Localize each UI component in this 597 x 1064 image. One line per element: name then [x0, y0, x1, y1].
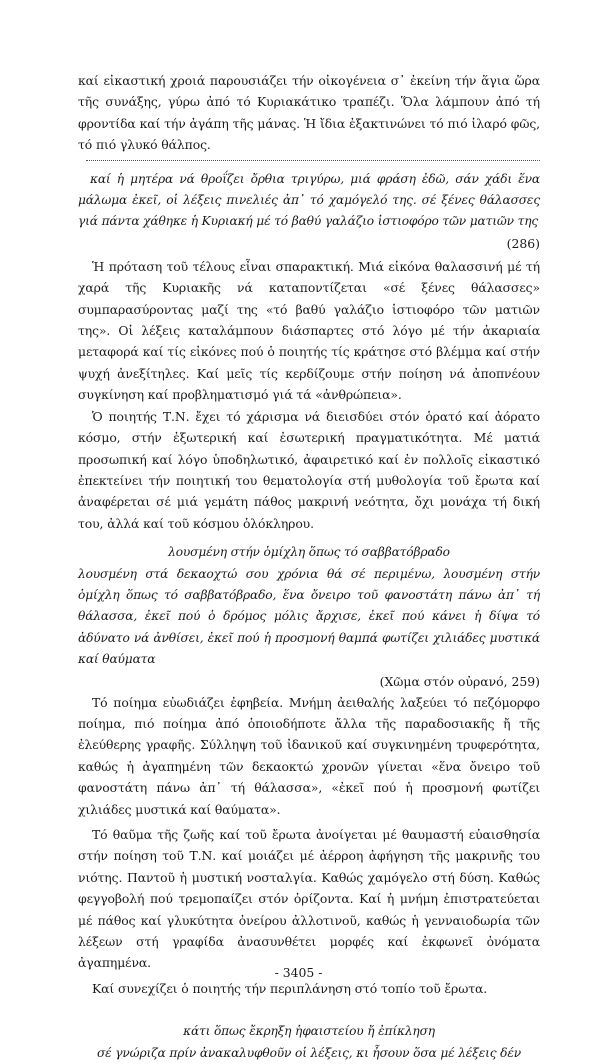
paragraph-4: Τό ποίημα εὐωδιάζει ἐφηβεία. Μνήμη ἀειθαλής λαξεύει τό πεζόμορφο ποίημα, πιό ποίημα ἀπό ὁποιοδήποτε ἄλλα τῆς παραδοσιακῆς ἤ τῆς ἐλεύθερης γραφῆς. Σύλληψη τοῦ ἰδανικοῦ καί συγκινημένη τρυφερότητα, καθώς ἡ ἀγαπημένη τῶν δεκαοκτώ χρονῶν γίνεται «ἕνα ὄνειρο τοῦ φανοστάτη πάνω ἀπ᾽ τή θάλασσα», «ἐκεῖ πού ἡ προσμονή φωτίζει χιλιάδες μυστικά καί θαύματα». — [78, 694, 540, 817]
quote-3-first-line: κάτι ὅπως ἔκρηξη ἡφαιστείου ἤ ἐπίκληση — [183, 1024, 435, 1039]
ellipsis-dotted-line — [86, 160, 540, 161]
quote-2-reference: (Χῶμα στόν οὐρανό, 259) — [379, 673, 540, 689]
text-column — [78, 70, 540, 1064]
paragraph-6: Καί συνεχίζει ὁ ποιητής τήν περιπλάνηση στό τοπίο τοῦ ἔρωτα. — [92, 980, 488, 996]
paragraph-2: Ἡ πρόταση τοῦ τέλους εἶναι σπαρακτική. Μιά εἰκόνα θαλασσινή μέ τή χαρά τῆς Κυριακῆς νά καταποντίζεται «σέ ξένες θάλασσες» συμπαρασύροντας μαζί της «τό βαθύ γαλάζιο ἱστιοφόρο τῶν ματιῶν της». Οἱ λέξεις καταλάμπουν διάσπαρτες στό λόγο μέ τήν ἀκαριαία μεταφορά καί τίς εἰκόνες πού ὁ ποιητής τίς κράτησε στό βλέμμα καί στήν ψυχή ἀνεξίτηλες. Καί μεῖς τίς κερδίζουμε στήν ποίηση νά ἀποπνέουν συγκίνηση καί προβληματισμό γιά τά «ἀνθρώπεια». — [78, 258, 540, 403]
quote-2-first-line: λουσμένη στήν ὁμίχλη ὅπως τό σαββατόβραδο — [168, 545, 450, 560]
paragraph-5: Τό θαῦμα τῆς ζωῆς καί τοῦ ἔρωτα ἀνοίγεται μέ θαυμαστή εὐαισθησία στήν ποίηση τοῦ Τ.Ν. καί μοιάζει μέ ἀέρροη ἀφήγηση τῆς μακρινῆς του νιότης. Παντοῦ ἡ μυστική νοσταλγία. Καθώς χαμόγελο στή δύση. Καθώς φεγγοβολή πού τρεμοπαίζει στόν ὁρίζοντα. Καί ἡ μνήμη ἐπιστρατεύεται μέ πάθος καί γλυκύτητα ὀνείρου ἀλλοτινοῦ, καθώς ἡ γενναιοδωρία τῶν λέξεων στή γραφίδα ἀνασυνθέτει μορφές καί ἐκφωνεῖ ὀνόματα ἀγαπημένα. — [78, 827, 540, 971]
quote-1-reference: (286) — [506, 235, 540, 251]
quote-2-body: λουσμένη στά δεκαοχτώ σου χρόνια θά σέ περιμένω, λουσμένη στήν ὁμίχλη ὅπως τό σαββατόβραδο, ἕνα ὄνειρο τοῦ φανοστάτη πάνω ἀπ᾽ τή θάλασσα, ἐκεῖ πού ὁ δρόμος μόλις ἄρχισε, ἐκεῖ πού κάνει ἡ δίψα τό ἀδύνατο νά ἀνθίσει, ἐκεῖ πού ἡ προσμονή θαμπά φωτίζει χιλιάδες μυστικά καί θαύματα — [78, 566, 540, 667]
paragraph-3: Ὁ ποιητής Τ.Ν. ἔχει τό χάρισμα νά διεισδύει στόν ὁρατό καί ἀόρατο κόσμο, στήν ἐξωτερική καί ἐσωτερική πραγματικότητα. Μέ ματιά προσωπική καί λόγο ὑποδηλωτικό, ἀφαιρετικό καί ἐν πολλοῖς εἰκαστικό ἐπεκτείνει τήν ποιητική του θεματολογία στή μυθολογία τοῦ ἔρωτα καί ἀναφέρεται σέ μιά γεμάτη πάθος μακρινή νεότητα, ὄχι μονάχα τή δική του, ἀλλά καί τοῦ κόσμου ὁλόκληρου. — [78, 408, 540, 531]
paragraph-1: καί εἰκαστική χροιά παρουσιάζει τήν οἰκογένεια σ᾽ ἐκείνη τήν ἅγια ὥρα τῆς συνάξης, γύρω ἀπό τό Κυριακάτικο τραπέζι. Ὅλα λάμπουν ἀπό τή φροντίδα καί τήν ἀγάπη τῆς μάνας. Ἡ ἴδια ἐξακτινώνει τό πιό ἱλαρό φῶς, τό πιό γλυκό θάλπος. — [78, 73, 540, 153]
quote-1: καί ἡ μητέρα νά θροΐζει ὄρθια τριγύρω, μιά φράση ἐδῶ, σάν χάδι ἕνα μάλωμα ἐκεῖ, οἱ λέξεις πινελιές ἀπ᾽ τό χαμόγελό της. σέ ξένες θάλασσες γιά πάντα χάθηκε ἡ Κυριακή μέ τό βαθύ γαλάζιο ἱστιοφόρο τῶν ματιῶν της — [78, 171, 540, 229]
quote-3-body: σέ γνώριζα πρίν ἀνακαλυφθοῦν οἱ λέξεις, κι ἦσουν ὅσα μέ λέξεις δέν — [96, 1045, 521, 1060]
page-number: - 3405 - — [274, 965, 323, 980]
